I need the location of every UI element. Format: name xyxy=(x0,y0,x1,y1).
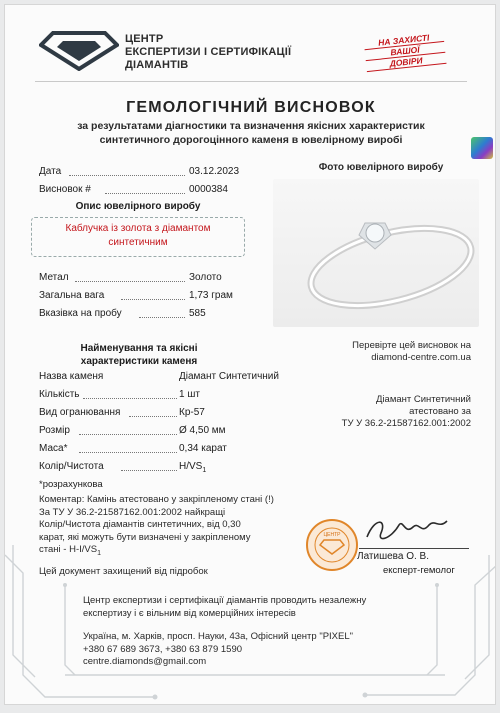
date-label: Дата xyxy=(39,166,62,177)
footer-disclaimer xyxy=(83,595,423,620)
comment-line-1: Коментар: Камінь атестовано у закріпленому стані (!) xyxy=(39,494,274,505)
org-line-2: ЕКСПЕРТИЗИ І СЕРТИФІКАЦІЇ xyxy=(125,46,292,58)
header-divider xyxy=(35,81,467,82)
attestation-line-1: Діамант Синтетичний xyxy=(376,394,471,405)
cert-number-value: 0000384 xyxy=(189,184,228,195)
size-value: Ø 4,50 мм xyxy=(179,425,226,436)
subtitle-line-1: за результатами діагностики та визначення якісних характеристик xyxy=(77,120,425,132)
ring-photo xyxy=(273,179,479,327)
hologram-icon xyxy=(471,137,493,159)
weight-label: Загальна вага xyxy=(39,290,105,301)
assay-row xyxy=(39,308,269,321)
comment-line-5-main: стані - H-I/VS xyxy=(39,544,98,555)
photo-caption: Фото ювелірного виробу xyxy=(318,162,444,173)
document-subtitle xyxy=(45,119,457,147)
item-description-line-1: Каблучка із золота з діамантом xyxy=(65,223,211,234)
color-clarity-value xyxy=(179,461,206,474)
footer-email[interactable]: centre.diamonds@gmail.com xyxy=(83,656,207,667)
dotted-leader xyxy=(105,193,185,194)
document-title: ГЕМОЛОГІЧНИЙ ВИСНОВОК xyxy=(126,99,376,116)
stamp-icon xyxy=(305,518,359,572)
color-clarity-main: H/VS xyxy=(179,461,203,472)
dotted-leader xyxy=(129,416,177,417)
slogan-line-3: ДОВІРИ xyxy=(366,53,447,72)
verify-link[interactable]: diamond-centre.com.ua xyxy=(371,352,471,363)
comment-line-2: За ТУ У 36.2-21587162.001:2002 найкращі xyxy=(39,506,226,518)
quantity-row xyxy=(39,389,269,402)
dotted-leader xyxy=(121,470,177,471)
dotted-leader xyxy=(139,317,185,318)
stone-name-row xyxy=(39,371,319,384)
anti-forgery-note: Цей документ захищений від підробок xyxy=(39,566,208,578)
mass-value: 0,34 карат xyxy=(179,443,227,454)
date-value: 03.12.2023 xyxy=(189,166,240,177)
certificate-page xyxy=(4,4,496,705)
expert-name: Латишева О. В. xyxy=(357,551,429,562)
item-description-line-2: синтетичним xyxy=(108,237,168,248)
color-clarity-row xyxy=(39,461,269,474)
stone-name-value: Діамант Синтетичний xyxy=(179,371,279,382)
footer-address: Україна, м. Харків, просп. Науки, 43а, Офісний центр "PIXEL" xyxy=(83,631,354,642)
org-line-1: ЦЕНТР xyxy=(125,33,164,45)
verify-block xyxy=(295,340,471,364)
dotted-leader xyxy=(69,175,185,176)
signature-line xyxy=(359,548,469,549)
attestation-line-2: атестовано за xyxy=(409,406,471,417)
mass-row xyxy=(39,443,269,456)
assay-label: Вказівка на пробу xyxy=(39,308,122,319)
cert-number-row xyxy=(39,184,269,197)
protection-slogan xyxy=(363,31,446,72)
comment-line-4: карат, які можуть бути визначені у закріпленому xyxy=(39,531,251,543)
item-description-heading: Опис ювелірного виробу xyxy=(75,201,201,212)
metal-row xyxy=(39,272,269,285)
cut-row xyxy=(39,407,269,420)
weight-row xyxy=(39,290,269,303)
stone-heading-line-1: Найменування та якісні xyxy=(80,343,198,354)
dotted-leader xyxy=(121,299,185,300)
footer-contacts xyxy=(83,631,423,669)
subtitle-line-2: синтетичного дорогоцінного каменя в ювелірному виробі xyxy=(99,134,403,146)
quantity-value: 1 шт xyxy=(179,389,200,400)
quantity-label: Кількість xyxy=(39,389,80,400)
dotted-leader xyxy=(83,398,177,399)
stone-heading-line-2: характеристики каменя xyxy=(80,356,198,367)
signature-icon xyxy=(361,513,451,547)
cert-number-label: Висновок # xyxy=(39,184,91,195)
stone-heading xyxy=(39,342,239,368)
stamp-text: ЦЕНТР xyxy=(323,532,341,538)
metal-label: Метал xyxy=(39,272,69,283)
footer-line-2: експертизу і є вільним від комерційних інтересів xyxy=(83,607,296,619)
comment-line-5 xyxy=(39,544,339,560)
expert-role: експерт-гемолог xyxy=(383,565,455,576)
cut-label: Вид огранювання xyxy=(39,407,121,418)
footer-phones: +380 67 689 3673, +380 63 879 1590 xyxy=(83,643,243,655)
dotted-leader xyxy=(79,434,177,435)
comment-line-3: Колір/Чистота діамантів синтетичних, від 0,30 xyxy=(39,519,241,530)
mass-label: Маса* xyxy=(39,443,68,454)
ring-image xyxy=(273,179,479,327)
calculated-note: *розрахункова xyxy=(39,479,103,490)
stone-name-label: Назва каменя xyxy=(39,371,104,382)
dotted-leader xyxy=(79,452,177,453)
comment-block xyxy=(39,494,339,579)
diamond-logo-icon xyxy=(39,29,119,71)
date-row xyxy=(39,166,269,179)
cut-value: Кр-57 xyxy=(179,407,205,418)
slogan-line-2: ВАШОЇ xyxy=(365,42,446,61)
attestation-block xyxy=(295,394,471,430)
org-line-3: ДІАМАНТІВ xyxy=(125,59,189,71)
color-clarity-label: Колір/Чистота xyxy=(39,461,104,472)
dotted-leader xyxy=(75,281,185,282)
organization-name xyxy=(125,33,335,72)
footer-line-1: Центр експертизи і сертифікації діамантів проводить незалежну xyxy=(83,595,367,606)
comment-line-5-sub: 1 xyxy=(97,549,101,557)
size-label: Розмір xyxy=(39,425,70,436)
metal-value: Золото xyxy=(189,272,222,283)
assay-value: 585 xyxy=(189,308,206,319)
item-description xyxy=(31,222,245,250)
verify-text: Перевірте цей висновок на xyxy=(352,340,471,351)
slogan-line-1: НА ЗАХИСТІ xyxy=(363,31,444,50)
color-clarity-subscript: 1 xyxy=(202,467,207,474)
attestation-line-3: ТУ У 36.2-21587162.001:2002 xyxy=(341,418,471,429)
weight-value: 1,73 грам xyxy=(189,290,233,301)
size-row xyxy=(39,425,269,438)
